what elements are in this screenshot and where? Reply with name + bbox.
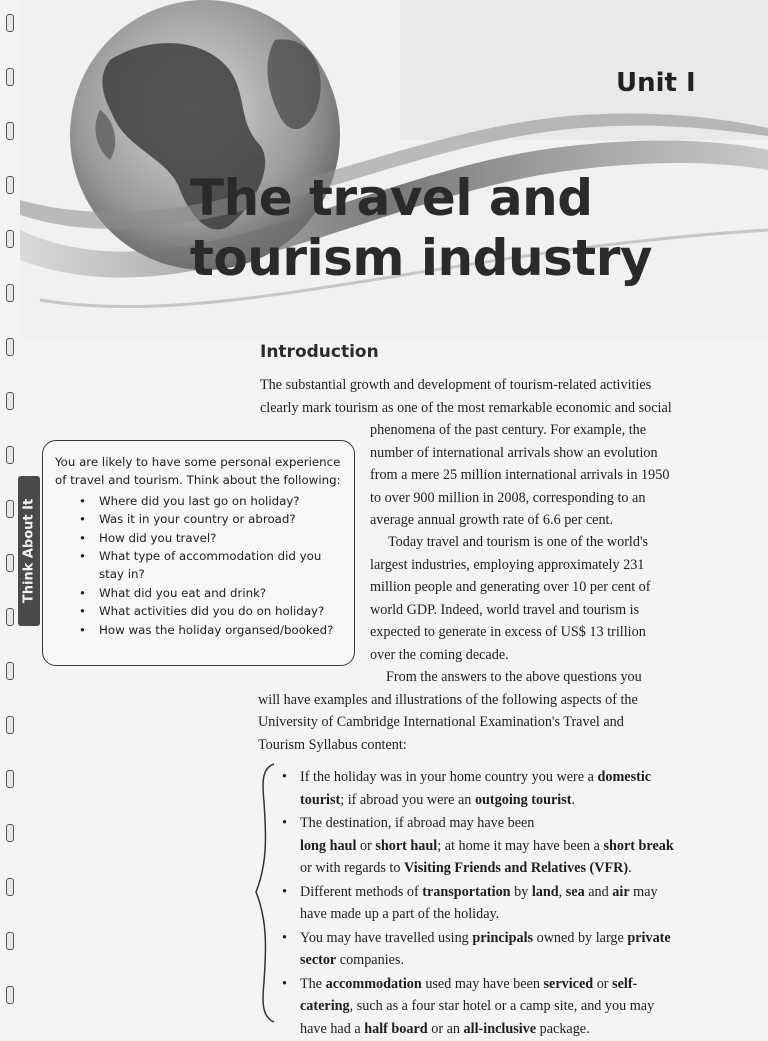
question-item: • Was it in your country or abroad?	[55, 510, 344, 528]
key-term: half board	[364, 1020, 428, 1037]
key-term: private	[627, 929, 671, 946]
text-line	[300, 857, 722, 880]
question-item: • How did you travel?	[55, 529, 344, 547]
text-line	[300, 973, 722, 996]
text-run: .	[628, 860, 632, 876]
binding-ring	[6, 500, 14, 518]
text-line: phenomena of the past century. For example, the	[370, 422, 647, 438]
key-term: sea	[565, 883, 585, 900]
binding-ring	[6, 122, 14, 140]
text-run: Different methods of	[300, 883, 423, 900]
text-line: expected to generate in excess of US$ 13 trillion	[370, 624, 646, 640]
binding-ring	[6, 554, 14, 572]
think-box-intro	[55, 453, 344, 490]
text-line	[300, 835, 722, 858]
text-run: or with regards to	[300, 860, 405, 876]
binding-ring	[6, 824, 14, 842]
binding-ring	[6, 932, 14, 950]
question-item-continued: stay in?	[99, 567, 145, 582]
text-line	[300, 927, 722, 950]
text-run: and	[584, 883, 613, 900]
think-about-it-box	[42, 440, 355, 666]
text-line: over the coming decade.	[370, 646, 509, 663]
syllabus-bullet-item	[282, 927, 722, 972]
key-term: sector	[300, 952, 337, 968]
key-term: tourist	[300, 791, 341, 808]
text-run: The	[300, 975, 326, 992]
key-term: all-inclusive	[463, 1020, 537, 1037]
question-item: • What type of accommodation did you	[55, 547, 344, 565]
curly-brace	[250, 762, 280, 1024]
key-term: long haul	[300, 837, 357, 854]
intro-paragraph-1-cont	[370, 419, 669, 532]
text-run: have had a	[300, 1020, 365, 1037]
text-line: will have examples and illustrations of the following aspects of the	[258, 691, 638, 708]
text-line	[300, 789, 722, 812]
text-line: You are likely to have some personal experience	[55, 455, 341, 469]
text-line	[300, 903, 722, 926]
text-run: or	[593, 975, 613, 992]
key-term: short haul	[375, 837, 438, 854]
text-run: by	[510, 883, 532, 900]
text-line: From the answers to the above questions you	[386, 669, 642, 685]
key-term: self-	[612, 975, 638, 992]
text-run: have made up a part of the holiday.	[300, 906, 500, 922]
key-term: land	[531, 883, 559, 900]
question-item: • How was the holiday organsed/booked?	[55, 621, 344, 639]
text-run: may	[629, 883, 658, 900]
key-term: transportation	[422, 883, 511, 900]
key-term: serviced	[543, 975, 594, 992]
question-item: • What activities did you do on holiday?	[55, 602, 344, 620]
text-run: or an	[427, 1020, 464, 1037]
text-line	[300, 949, 722, 972]
syllabus-bullet-list	[282, 766, 722, 1041]
binding-ring	[6, 230, 14, 248]
key-term: short break	[603, 837, 674, 854]
text-run: You may have travelled using	[300, 929, 473, 946]
text-line	[300, 995, 722, 1018]
binding-ring	[6, 284, 14, 302]
binding-ring	[6, 608, 14, 626]
text-run: , such as a four star hotel or a camp site, and you may	[349, 998, 655, 1014]
binding-ring	[6, 770, 14, 788]
key-term: air	[612, 883, 630, 900]
introduction-heading: Introduction	[260, 342, 379, 362]
key-term: catering	[300, 998, 350, 1014]
question-list	[55, 492, 344, 639]
text-line: average annual growth rate of 6.6 per cent.	[370, 512, 614, 528]
binding-ring	[6, 68, 14, 86]
binding-ring	[6, 662, 14, 680]
binding-ring	[6, 338, 14, 356]
text-run: used may have been	[421, 975, 544, 992]
key-term: accommodation	[325, 975, 422, 992]
chapter-title-line: The travel and	[190, 169, 593, 227]
key-term: outgoing tourist	[474, 791, 572, 808]
text-run: companies.	[336, 952, 404, 968]
text-line: clearly mark tourism as one of the most remarkable economic and social	[260, 399, 672, 416]
syllabus-bullet-item	[282, 812, 722, 880]
text-run: If the holiday was in your home country you were a	[300, 769, 598, 785]
binding-ring	[6, 878, 14, 896]
think-about-it-label: Think About It	[21, 498, 37, 604]
key-term: Visiting Friends and Relatives (VFR)	[404, 860, 629, 876]
text-run: or	[356, 837, 376, 854]
question-item: • Where did you last go on holiday?	[55, 492, 344, 510]
text-line: to over 900 million in 2008, corresponding to an	[370, 489, 646, 506]
text-line	[300, 881, 722, 904]
text-line: number of international arrivals show an evolution	[370, 444, 658, 461]
text-line: from a mere 25 million international arrivals in 1950	[370, 467, 670, 483]
unit-label: Unit I	[616, 68, 696, 98]
binding-ring	[6, 392, 14, 410]
key-term: domestic	[597, 769, 652, 785]
chapter-title-line: tourism industry	[190, 229, 652, 287]
text-run: ; at home it may have been a	[437, 837, 604, 854]
intro-paragraph-3	[258, 666, 642, 756]
text-line	[300, 1018, 722, 1041]
text-run: .	[571, 791, 576, 808]
text-line: world GDP. Indeed, world travel and tourism is	[370, 601, 640, 618]
chapter-title	[190, 168, 652, 288]
text-line	[300, 812, 722, 835]
binding-ring	[6, 446, 14, 464]
text-run: owned by large	[533, 929, 628, 946]
text-line: largest industries, employing approximately 231	[370, 556, 645, 573]
syllabus-bullet-item	[282, 881, 722, 926]
key-term: principals	[472, 929, 534, 946]
binding-ring	[6, 716, 14, 734]
text-line	[300, 766, 722, 789]
text-line: of travel and tourism. Think about the following:	[55, 473, 341, 488]
intro-paragraph-2	[370, 531, 651, 666]
text-line: The substantial growth and development of tourism-related activities	[260, 377, 652, 393]
text-run: ,	[558, 883, 566, 900]
text-line: Today travel and tourism is one of the world's	[388, 534, 649, 550]
think-about-it-tab	[18, 476, 40, 626]
text-run: ; if abroad you were an	[340, 791, 475, 808]
text-run: The destination, if abroad may have been	[300, 815, 535, 831]
question-item: • What did you eat and drink?	[55, 584, 344, 602]
syllabus-bullet-item	[282, 766, 722, 811]
text-line: University of Cambridge International Examination's Travel and	[258, 714, 624, 730]
intro-paragraph-1	[260, 374, 672, 419]
text-line: Tourism Syllabus content:	[258, 736, 407, 753]
binding-ring	[6, 176, 14, 194]
text-run: package.	[536, 1020, 590, 1037]
binding-ring	[6, 986, 14, 1004]
binding-ring	[6, 14, 14, 32]
syllabus-bullet-item	[282, 973, 722, 1041]
text-line: million people and generating over 10 per cent of	[370, 579, 651, 595]
